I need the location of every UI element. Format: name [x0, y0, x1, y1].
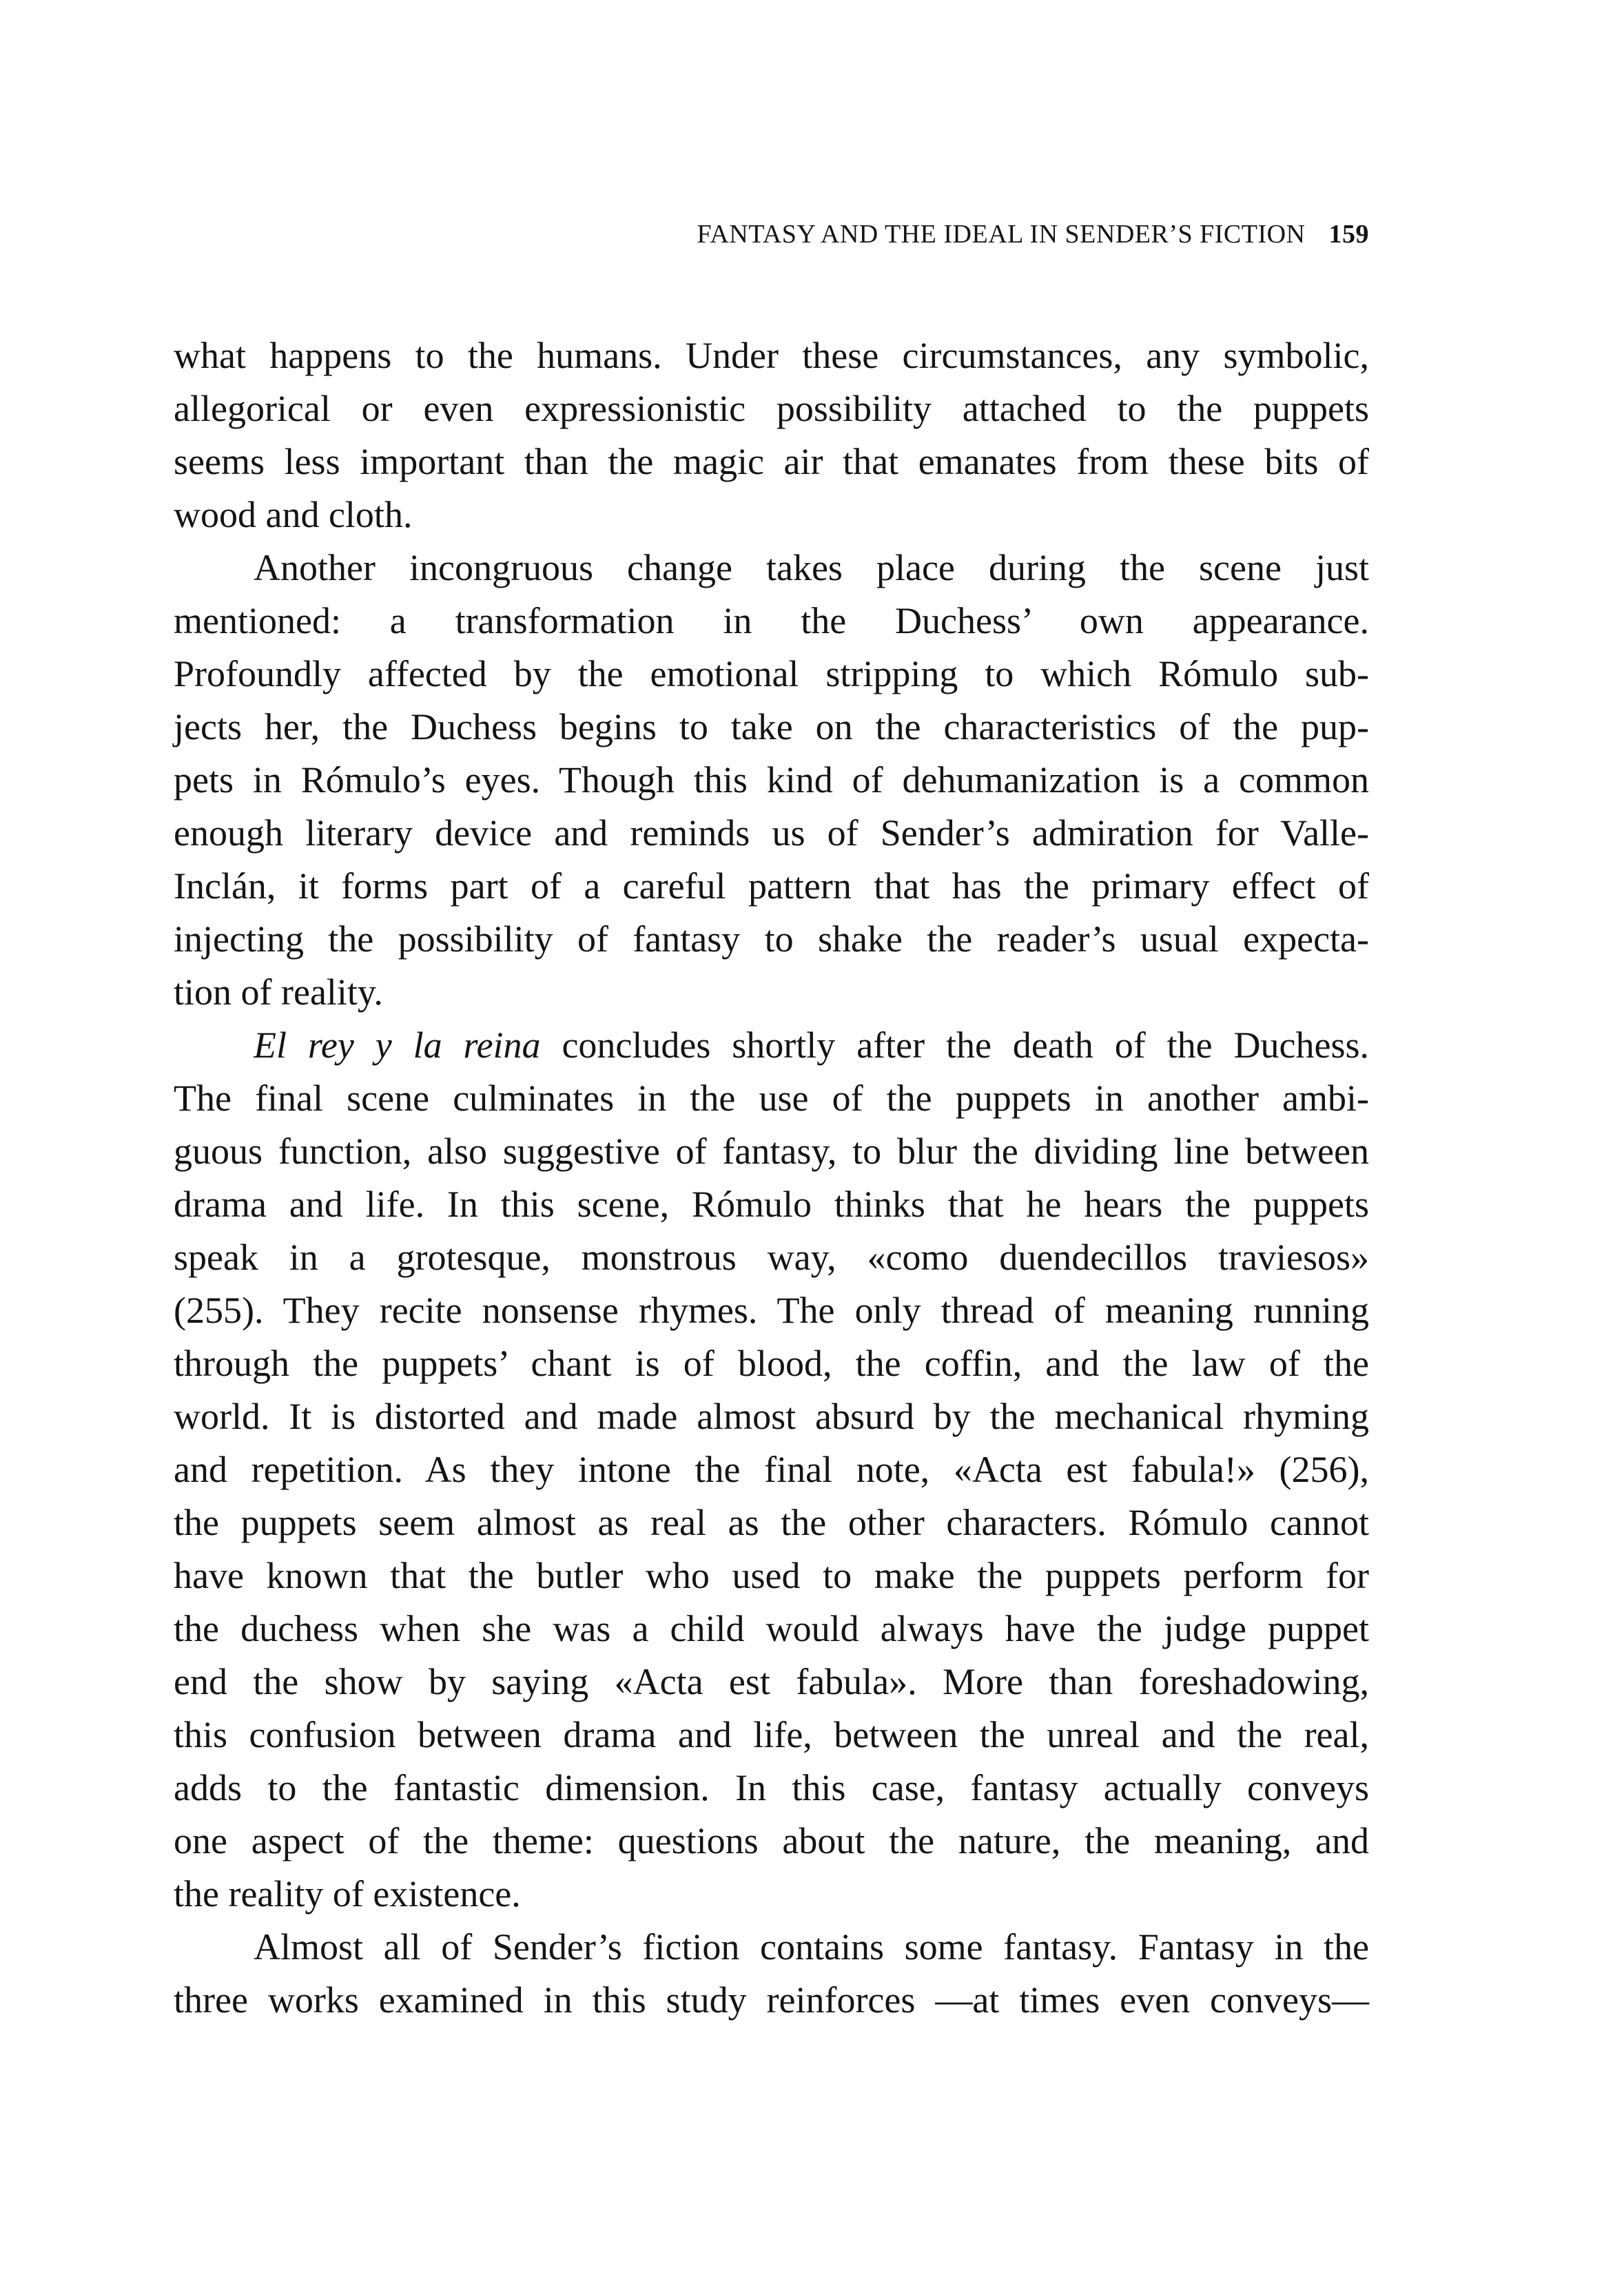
text-line: world. It is distorted and made almost absurd by the mechanical rhyming [174, 1396, 1369, 1437]
text-line: (255). They recite nonsense rhymes. The only thread of meaning running [174, 1290, 1369, 1331]
text-line [174, 1019, 1369, 1072]
text-line: and repetition. As they intone the final note, «Acta est fabula!» (256), [174, 1449, 1369, 1490]
text-line: seems less important than the magic air that emanates from these bits of [174, 441, 1369, 482]
running-head [584, 219, 1369, 249]
paragraph-2 [174, 541, 1369, 1019]
text-line: injecting the possibility of fantasy to shake the reader’s usual expecta- [174, 918, 1369, 960]
running-head-title: FANTASY AND THE IDEAL IN SENDER’S FICTION [697, 220, 1306, 249]
text-line: mentioned: a transformation in the Duchess’ own appearance. [174, 600, 1369, 641]
book-title-italic: El rey y la reina [254, 1024, 541, 1066]
text-line: drama and life. In this scene, Rómulo thinks that he hears the puppets [174, 1184, 1369, 1225]
text-line: guous function, also suggestive of fantasy, to blur the dividing line between [174, 1131, 1369, 1172]
paragraph-1 [174, 329, 1369, 541]
text-line: three works examined in this study reinforces —at times even conveys— [174, 1979, 1369, 2021]
text-line: one aspect of the theme: questions about the nature, the meaning, and [174, 1820, 1369, 1861]
text-line: Inclán, it forms part of a careful pattern that has the primary effect of [174, 865, 1369, 907]
body-text [174, 329, 1369, 2027]
text-line: Profoundly affected by the emotional stripping to which Rómulo sub- [174, 653, 1369, 694]
text-line: have known that the butler who used to make the puppets perform for [174, 1555, 1369, 1596]
text-line: the reality of existence. [174, 1873, 521, 1915]
text-line: wood and cloth. [174, 494, 413, 535]
text-line: enough literary device and reminds us of Sender’s admiration for Valle- [174, 812, 1369, 854]
text-line: pets in Rómulo’s eyes. Though this kind of dehumanization is a common [174, 759, 1369, 801]
text-line: this confusion between drama and life, between the unreal and the real, [174, 1714, 1369, 1755]
page-number: 159 [1328, 220, 1369, 249]
paragraph-4 [174, 1921, 1369, 2027]
paragraph-3 [174, 1019, 1369, 1921]
text-line: tion of reality. [174, 971, 383, 1013]
text-line: Another incongruous change takes place during the scene just [254, 547, 1369, 588]
text-line: end the show by saying «Acta est fabula». More than foreshadowing, [174, 1661, 1369, 1702]
text-line: adds to the fantastic dimension. In this case, fantasy actually conveys [174, 1767, 1369, 1808]
text-line-rest: concludes shortly after the death of the Duchess. [540, 1024, 1370, 1066]
text-line: through the puppets’ chant is of blood, the coffin, and the law of the [174, 1343, 1369, 1384]
text-line: The final scene culminates in the use of the puppets in another ambi- [174, 1077, 1369, 1119]
text-line: allegorical or even expressionistic possibility attached to the puppets [174, 388, 1369, 429]
text-line: Almost all of Sender’s fiction contains some fantasy. Fantasy in the [254, 1926, 1369, 1968]
text-line: what happens to the humans. Under these circumstances, any symbolic, [174, 335, 1369, 376]
text-line: speak in a grotesque, monstrous way, «como duendecillos traviesos» [174, 1237, 1369, 1278]
text-line: jects her, the Duchess begins to take on the characteristics of the pup- [174, 706, 1369, 747]
text-line: the puppets seem almost as real as the other characters. Rómulo cannot [174, 1502, 1369, 1543]
text-line: the duchess when she was a child would always have the judge puppet [174, 1608, 1369, 1649]
